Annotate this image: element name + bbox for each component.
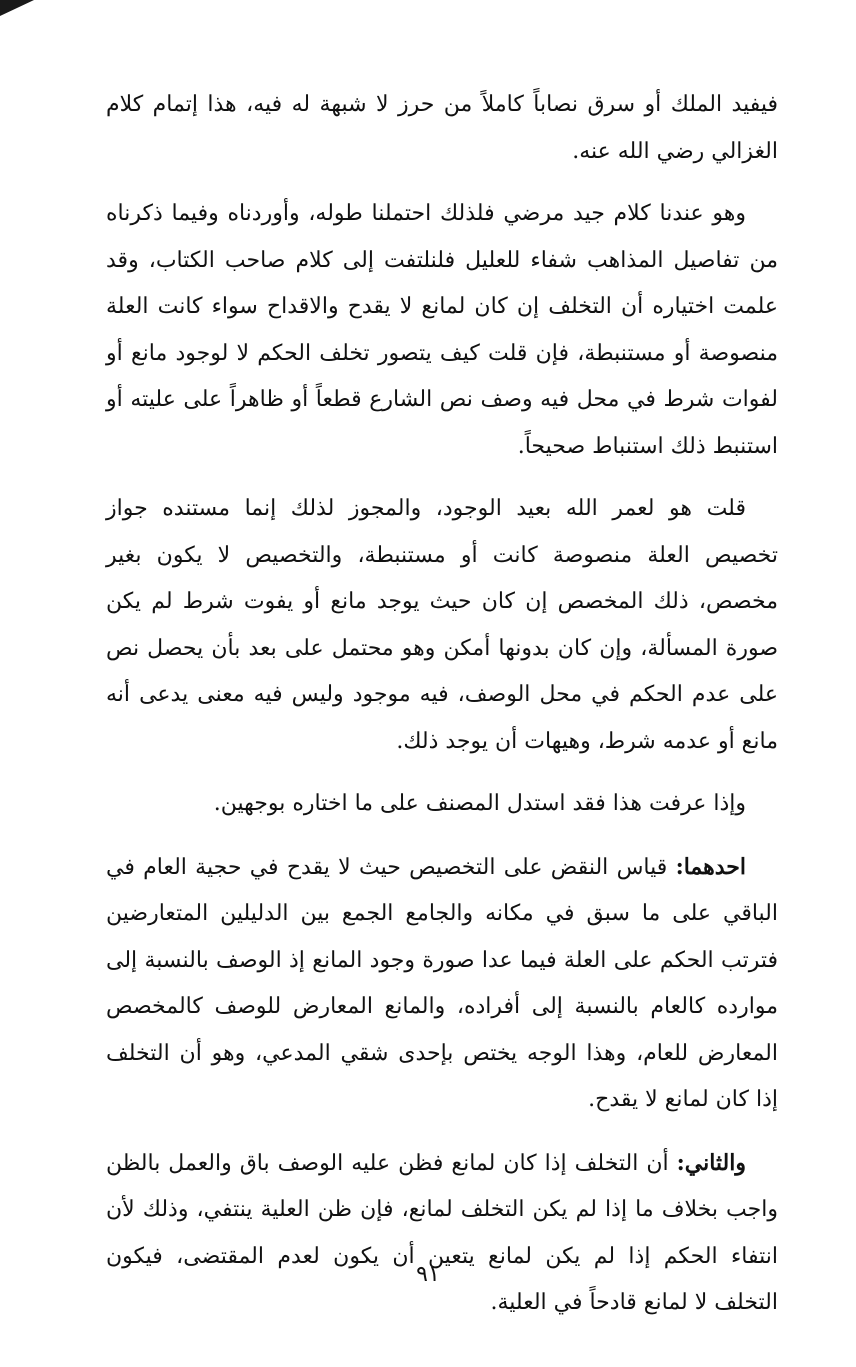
paragraph-2-text: وهو عندنا كلام جيد مرضي فلذلك احتملنا طوله، وأوردناه وفيما ذكرناه من تفاصيل المذاهب شفاء للعليل فلنلتفت إلى كلام صاحب الكتاب، وقد علمت اختياره أن التخلف إن كان لمانع لا يقدح والاقداح سواء كانت العلة منصوصة أو مستنبطة، فإن قلت كيف يتصور تخلف الحكم لا لوجود مانع أو لفوات شرط في محل فيه وصف نص الشارع قطعاً أو ظاهراً على عليته أو استنبط ذلك استنباط صحيحاً. [106, 201, 778, 459]
paragraph-1 [106, 82, 778, 175]
paragraph-3 [106, 486, 778, 765]
page-number: ٩١ [416, 1262, 440, 1287]
paragraph-4-text: وإذا عرفت هذا فقد استدل المصنف على ما اختاره بوجهين. [213, 791, 746, 816]
paragraph-6 [106, 1140, 778, 1327]
scan-corner-mark [0, 0, 34, 16]
book-page-text [106, 82, 778, 1343]
paragraph-6-lead: والثاني: [676, 1149, 746, 1176]
paragraph-5 [106, 844, 778, 1124]
paragraph-3-text: قلت هو لعمر الله بعيد الوجود، والمجوز لذلك إنما مستنده جواز تخصيص العلة منصوصة كانت أو مستنبطة، والتخصيص لا يكون بغير مخصص، ذلك المخصص إن كان حيث يوجد مانع أو يفوت شرط لم يكن صورة المسألة، وإن كان بدونها أمكن وهو محتمل على بعد بأن يحصل نص على عدم الحكم في محل الوصف، فيه موجود وليس فيه معنى يدعى أنه مانع أو عدمه شرط، وهيهات أن يوجد ذلك. [106, 496, 778, 754]
paragraph-2 [106, 191, 778, 470]
paragraph-5-lead: احدهما: [675, 853, 746, 880]
paragraph-4 [106, 781, 778, 828]
paragraph-1-text: فيفيد الملك أو سرق نصاباً كاملاً من حرز لا شبهة له فيه، هذا إتمام كلام الغزالي رضي الله عنه. [106, 92, 778, 164]
paragraph-6-text: أن التخلف إذا كان لمانع فظن عليه الوصف باق والعمل بالظن واجب بخلاف ما إذا لم يكن التخلف لمانع، فإن ظن العلية ينتفي، وذلك لأن انتفاء الحكم إذا لم يكن لمانع يتعين أن يكون لعدم المقتضى، فيكون التخلف لا لمانع قادحاً في العلية. [106, 1150, 778, 1315]
paragraph-5-text: قياس النقض على التخصيص حيث لا يقدح في حجية العام في الباقي على ما سبق في مكانه والجامع الجمع بين الدليلين المتعارضين فترتب الحكم على العلة فيما عدا صورة وجود المانع إذ الوصف بالنسبة إلى موارده كالعام بالنسبة إلى أفراده، والمانع المعارض للوصف كالمخصص المعارض للعام، وهذا الوجه يختص بإحدى شقي المدعي، وهو أن التخلف إذا كان لمانع لا يقدح. [106, 854, 778, 1112]
